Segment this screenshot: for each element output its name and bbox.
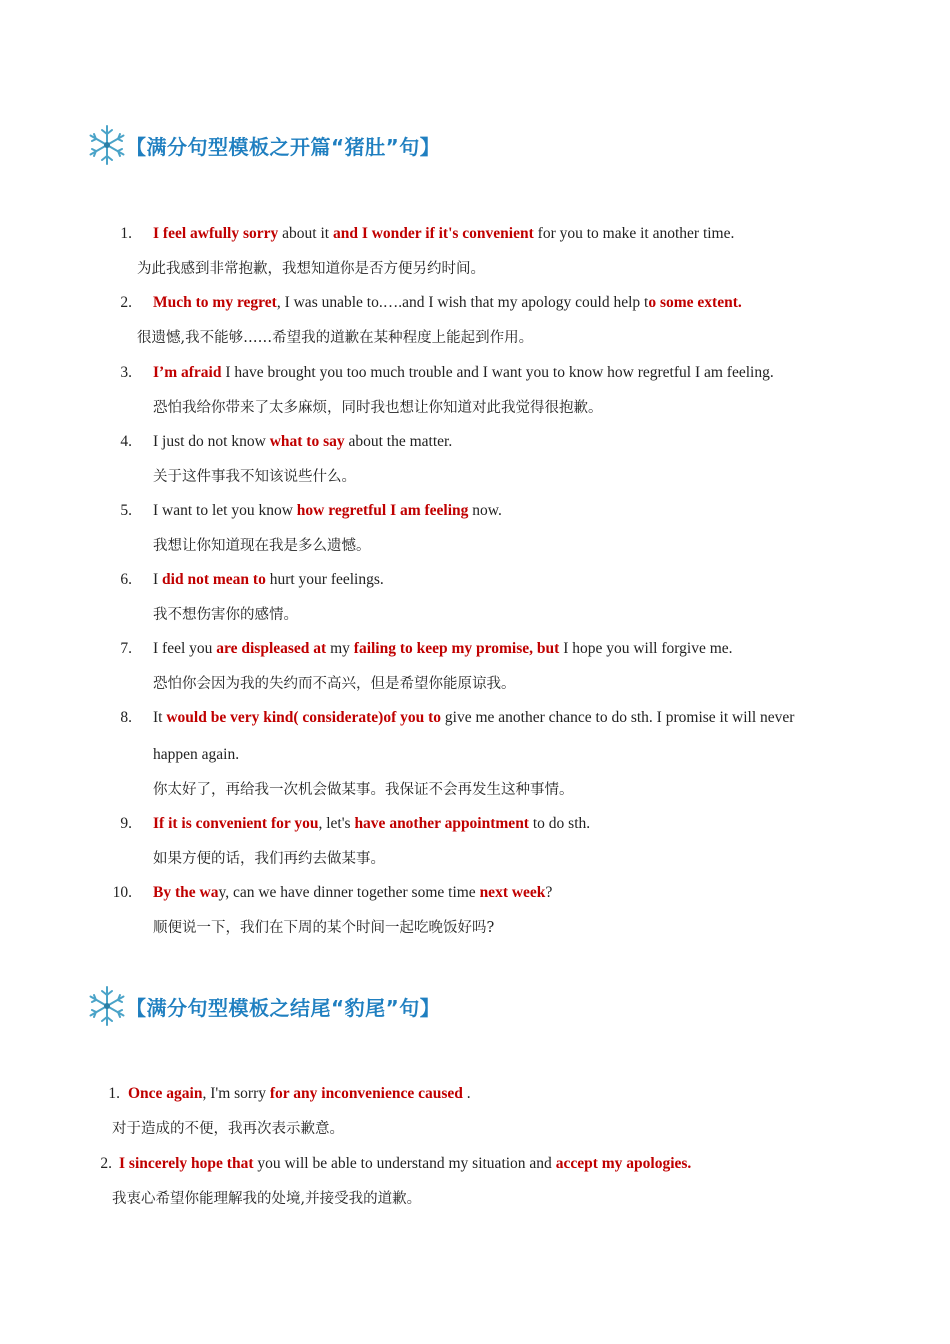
- chinese-translation: 你太好了，再给我一次机会做某事。我保证不会再发生这种事情。: [153, 782, 574, 798]
- key-phrase: I: [153, 225, 163, 242]
- item-number: 10.: [112, 884, 132, 901]
- chinese-translation: 顺便说一下，我们在下周的某个时间一起吃晚饭好吗?: [153, 920, 495, 936]
- sentence-text: I just do not know: [153, 433, 270, 450]
- sentence-text: It: [153, 709, 167, 726]
- key-phrase: By the wa: [153, 884, 219, 901]
- item-number: 9.: [120, 815, 132, 832]
- sentence-text: ?: [545, 884, 553, 901]
- english-sentence: [153, 570, 384, 590]
- key-phrase: accept my apologies.: [555, 1155, 692, 1172]
- sentence-text: .: [462, 1085, 471, 1102]
- chinese-translation: 很遗憾,我不能够……希望我的道歉在某种程度上能起到作用。: [137, 330, 534, 346]
- english-sentence: [153, 363, 774, 383]
- key-phrase: for any inconvenience caused: [269, 1085, 463, 1102]
- item-number: 2.: [120, 294, 132, 311]
- item-number: 7.: [120, 640, 132, 657]
- key-phrase: Once again: [128, 1085, 203, 1102]
- key-phrase: Much to my regret: [153, 294, 277, 311]
- chinese-translation: 恐怕我给你带来了太多麻烦，同时我也想让你知道对此我觉得很抱歉。: [153, 400, 603, 416]
- chinese-translation: 我衷心希望你能理解我的处境,并接受我的道歉。: [112, 1191, 422, 1207]
- key-phrase: are displeased at: [216, 640, 327, 657]
- sentence-text: I want to let you know: [153, 502, 297, 519]
- section-1-title: 【满分句型模板之开篇“猪肚”句】: [126, 134, 441, 159]
- sentence-text: about it: [278, 225, 333, 242]
- item-number: 3.: [120, 364, 132, 381]
- key-phrase: .: [737, 294, 742, 311]
- key-phrase: did not mean to: [162, 571, 266, 588]
- key-phrase: have another appointment: [354, 815, 529, 832]
- chinese-translation: 我不想伤害你的感情。: [153, 607, 298, 623]
- sentence-text: , let's: [318, 815, 355, 832]
- item-number: 2.: [100, 1155, 112, 1172]
- english-sentence: [153, 293, 742, 313]
- key-phrase: If it is convenient for you: [153, 815, 319, 832]
- sentence-text: hurt your feelings.: [265, 571, 384, 588]
- chinese-translation: 关于这件事我不知该说些什么。: [153, 469, 356, 485]
- english-sentence: [153, 432, 452, 452]
- sentence-text: t: [644, 294, 649, 311]
- section-2-heading: [86, 985, 440, 1027]
- chinese-translation: 为此我感到非常抱歉，我想知道你是否方便另约时间。: [137, 261, 485, 277]
- sentence-text: for you to make it another time.: [533, 225, 735, 242]
- english-sentence: [153, 501, 502, 521]
- snowflake-icon: [86, 124, 128, 166]
- english-sentence: [119, 1154, 691, 1174]
- item-number: 5.: [120, 502, 132, 519]
- key-phrase: how regretful I am feeling: [296, 502, 469, 519]
- section-2-title: 【满分句型模板之结尾“豹尾”句】: [126, 995, 441, 1020]
- key-phrase: I’m afraid: [153, 364, 222, 381]
- key-phrase: what to say: [269, 433, 345, 450]
- key-phrase: failing to keep my promise, but: [353, 640, 560, 657]
- item-number: 1.: [108, 1085, 120, 1102]
- key-phrase: next week: [479, 884, 546, 901]
- sentence-text: , I'm sorry: [202, 1085, 270, 1102]
- item-number: 1.: [120, 225, 132, 242]
- key-phrase: o some extent: [648, 294, 738, 311]
- section-1-heading: [86, 124, 440, 166]
- sentence-text: , I was unable to.….and I wish that my apology could help: [276, 294, 645, 311]
- english-sentence: [153, 883, 552, 903]
- english-sentence: [128, 1084, 471, 1104]
- english-sentence: [153, 814, 590, 834]
- sentence-text: to do sth.: [528, 815, 591, 832]
- chinese-translation: 恐怕你会因为我的失约而不高兴，但是希望你能原谅我。: [153, 676, 516, 692]
- chinese-translation: 如果方便的话，我们再约去做某事。: [153, 851, 385, 867]
- sentence-text: I feel you: [153, 640, 217, 657]
- english-sentence-continued: happen again.: [153, 746, 240, 763]
- sentence-text: y, can we have dinner together some time: [218, 884, 480, 901]
- snowflake-icon: [86, 985, 128, 1027]
- sentence-text: now.: [468, 502, 502, 519]
- item-number: 8.: [120, 709, 132, 726]
- sentence-text: I hope you will forgive me.: [559, 640, 733, 657]
- chinese-translation: 我想让你知道现在我是多么遗憾。: [153, 538, 371, 554]
- english-sentence: [153, 224, 734, 244]
- english-sentence: [153, 639, 733, 659]
- sentence-text: about the matter.: [344, 433, 453, 450]
- item-number: 4.: [120, 433, 132, 450]
- key-phrase: feel awfully sorry: [162, 225, 279, 242]
- sentence-text: I: [153, 571, 163, 588]
- key-phrase: would be very kind( considerate)of you to: [166, 709, 442, 726]
- key-phrase: I sincerely hope that: [119, 1155, 254, 1172]
- item-number: 6.: [120, 571, 132, 588]
- sentence-text: my: [326, 640, 354, 657]
- sentence-text: I have brought you too much trouble and I want you to know how regretful I am feeling.: [221, 364, 774, 381]
- sentence-text: give me another chance to do sth. I promise it will never: [441, 709, 795, 726]
- sentence-text: you will be able to understand my situation and: [253, 1155, 556, 1172]
- chinese-translation: 对于造成的不便，我再次表示歉意。: [112, 1121, 344, 1137]
- english-sentence: [153, 708, 794, 728]
- key-phrase: and I wonder if it's convenient: [332, 225, 534, 242]
